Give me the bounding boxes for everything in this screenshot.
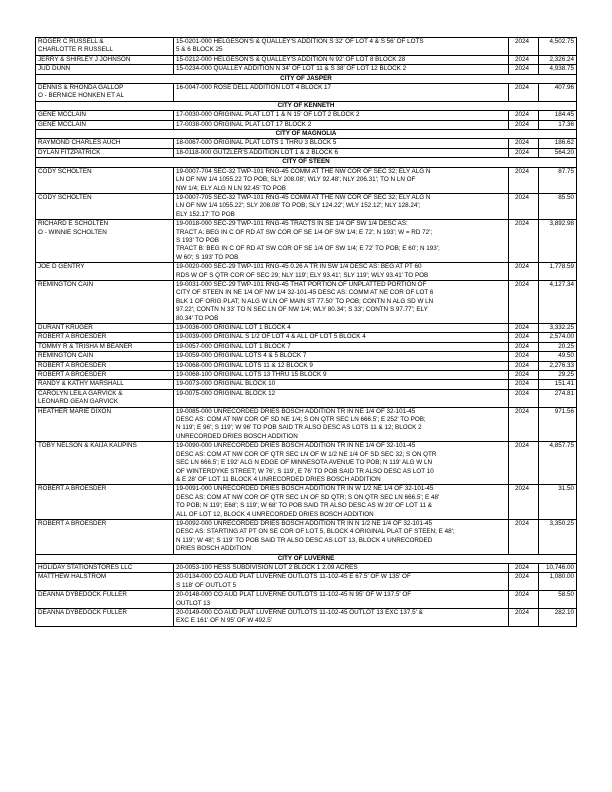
table-row	[36, 167, 577, 193]
year-cell: 2024	[509, 167, 539, 193]
description-cell: 20-0149-000 CO AUD PLAT LUVERNE OUTLOTS 11-102-45 OUTLOT 13 EXC 137.5' & EXC E 161' OF N 95' OF W 492.5'	[174, 609, 509, 627]
table-row	[36, 111, 577, 120]
year-cell: 2024	[509, 352, 539, 361]
description-cell: 20-0134-000 CO AUD PLAT LUVERNE OUTLOTS 11-102-45 E 67.5' OF W 135' OF S 118' OF OUTLOT 5	[174, 573, 509, 591]
year-cell: 2024	[509, 573, 539, 591]
year-cell: 2024	[509, 371, 539, 380]
description-cell: 19-0007-705 SEC-32 TWP-101 RNG-45 COMM AT THE NW COR OF SEC 32; ELY ALG N LN OF NW 1/4 1055.22'; SLY 208.08' TO POB; SLY 124.22'; WLY 152.12'; NLY 128.24'; ELY 152.17' TO POB	[174, 193, 509, 219]
description-cell: 15-0201-000 HELGESON'S & QUALLEY'S ADDITION S 32' OF LOT 4 & S 56' OF LOTS 5 & 6 BLOCK 25	[174, 38, 509, 56]
year-cell: 2024	[509, 389, 539, 407]
description-cell: 19-0090-000 UNRECORDED DRIES BOSCH ADDITION TR IN NE 1/4 OF 32-101-45 DESC AS: COM AT NW COR OF QTR SEC LN OF W 1/2 NE 1/4 OF SD SEC 32; S ON QTR SEC LN 666.5'; E 192' ALG N EDGE OF MINNESOTA AVENUE TO POB; N 119' ALG W LN OF WINTERDYKE STREET; W 76', S 119', E 76' TO POB SAID TR ALSO DESC AS LOT 10 & E 28' OF LOT 11 BLOCK 4 UNRECORDED DRIES BOSCH ADDITION	[174, 442, 509, 485]
amount-cell: 564.20	[539, 148, 577, 157]
year-cell: 2024	[509, 38, 539, 56]
table-row	[36, 361, 577, 370]
owner-cell: ROGER C RUSSELL & CHARLOTTE R RUSSELL	[36, 38, 174, 56]
table-row	[36, 193, 577, 219]
section-title: CITY OF JASPER	[36, 74, 577, 83]
owner-cell: REMINGTON CAIN	[36, 352, 174, 361]
description-cell: 20-0148-000 CO AUD PLAT LUVERNE OUTLOTS 11-102-45 N 95' OF W 137.5' OF OUTLOT 13	[174, 591, 509, 609]
table-row	[36, 352, 577, 361]
owner-cell: JOE D GENTRY	[36, 263, 174, 281]
section-title: CITY OF MAGNOLIA	[36, 130, 577, 139]
section-header	[36, 158, 577, 167]
amount-cell: 85.50	[539, 193, 577, 219]
year-cell: 2024	[509, 324, 539, 333]
amount-cell: 3,332.25	[539, 324, 577, 333]
table-row	[36, 519, 577, 554]
amount-cell: 1,080.00	[539, 573, 577, 591]
table-row	[36, 120, 577, 129]
year-cell: 2024	[509, 84, 539, 102]
year-cell: 2024	[509, 563, 539, 572]
year-cell: 2024	[509, 361, 539, 370]
year-cell: 2024	[509, 609, 539, 627]
section-header	[36, 101, 577, 110]
amount-cell: 10,746.00	[539, 563, 577, 572]
description-cell: 19-0018-000 SEC-29 TWP-101 RNG-45 TRACTS IN SE 1/4 OF SW 1/4 DESC AS: TRACT A: BEG IN C OF RD AT SW COR OF SE 1/4 OF SW 1/4; E 72'; N 193'; W = RD 72'; S 193' TO POB TRACT B: BEG IN C OF RD AT SW COR OF SE 1/4 OF SW 1/4; E 72' TO POB; E 60'; N 193'; W 60'; S 193' TO POB	[174, 220, 509, 263]
amount-cell: 4,502.75	[539, 38, 577, 56]
year-cell: 2024	[509, 148, 539, 157]
description-cell: 15-0234-000 QUALLEY ADDITION N 34' OF LOT 11 & S 38' OF LOT 12 BLOCK 2	[174, 65, 509, 74]
description-cell: 19-0085-000 UNRECORDED DRIES BOSCH ADDITION TR IN NE 1/4 OF 32-101-45 DESC AS: COM AT NW COR OF SD NE 1/4; S ON QTR SEC LN 666.5'; E 252' TO POB; N 119'; E 96'; S 119'; W 96' TO POB SAID TR ALSO DESC AS LOTS 11 & 12; BLOCK 2 UNRECORDED DRIES BOSCH ADDITION	[174, 407, 509, 442]
description-cell: 19-0031-000 SEC-29 TWP-101 RNG-45 THAT PORTION OF UNPLATTED PORTION OF CITY OF STEEN IN NE 1/4 OF NW 1/4 32-101-45 DESC AS: COMM AT NE COR OF LOT 6 BLK 1 OF ORIG PLAT; N ALG W LN OF MAIN ST 77.50' TO POB; CONTN N ALG SD W LN 97.22'; CONTN N 33' TO N SEC LN OF NW 1/4; WLY 80.34'; S 33'; CONTN S 97.77'; ELY 80.34' TO POB	[174, 280, 509, 323]
table-row	[36, 407, 577, 442]
table-row	[36, 591, 577, 609]
owner-cell: ROBERT A BROESDER	[36, 361, 174, 370]
amount-cell: 4,938.75	[539, 65, 577, 74]
amount-cell: 4,127.34	[539, 280, 577, 323]
table-row	[36, 38, 577, 56]
amount-cell: 20.25	[539, 342, 577, 351]
amount-cell: 87.75	[539, 167, 577, 193]
table-row	[36, 371, 577, 380]
year-cell: 2024	[509, 519, 539, 554]
table-row	[36, 148, 577, 157]
section-header	[36, 130, 577, 139]
table-row	[36, 324, 577, 333]
amount-cell: 31.50	[539, 485, 577, 520]
owner-cell: RICHARD E SCHOLTEN O - WINNIE SCHOLTEN	[36, 220, 174, 263]
table-row	[36, 380, 577, 389]
owner-cell: CODY SCHOLTEN	[36, 167, 174, 193]
table-row	[36, 442, 577, 485]
description-cell: 20-0053-100 HESS SUBDIVISION LOT 2 BLOCK 1 2.09 ACRES	[174, 563, 509, 572]
description-cell: 19-0068-000 ORIGINAL LOTS 11 & 12 BLOCK 9	[174, 361, 509, 370]
owner-cell: GENE MCCLAIN	[36, 120, 174, 129]
description-cell: 17-0038-000 ORIGINAL PLAT LOT 17 BLOCK 2	[174, 120, 509, 129]
year-cell: 2024	[509, 342, 539, 351]
year-cell: 2024	[509, 407, 539, 442]
description-cell: 19-0059-000 ORIGINAL LOTS 4 & 5 BLOCK 7	[174, 352, 509, 361]
owner-cell: HEATHER MARIE DIXON	[36, 407, 174, 442]
table-row	[36, 55, 577, 64]
description-cell: 17-0030-000 ORIGINAL PLAT LOT 1 & N 15' OF LOT 2 BLOCK 2	[174, 111, 509, 120]
description-cell: 15-0212-000 HELGESON'S & QUALLEY'S ADDITION N 92' OF LOT 8 BLOCK 28	[174, 55, 509, 64]
year-cell: 2024	[509, 111, 539, 120]
amount-cell: 407.96	[539, 84, 577, 102]
amount-cell: 29.25	[539, 371, 577, 380]
owner-cell: ROBERT A BROESDER	[36, 519, 174, 554]
year-cell: 2024	[509, 280, 539, 323]
owner-cell: CAROLYN LEILA GARVICK & LEONARD GEAN GARVICK	[36, 389, 174, 407]
table-row	[36, 280, 577, 323]
owner-cell: HOLIDAY STATIONSTORES LLC	[36, 563, 174, 572]
year-cell: 2024	[509, 333, 539, 342]
table-row	[36, 65, 577, 74]
owner-cell: GENE MCCLAIN	[36, 111, 174, 120]
table-row	[36, 573, 577, 591]
year-cell: 2024	[509, 193, 539, 219]
amount-cell: 2,276.33	[539, 361, 577, 370]
amount-cell: 151.41	[539, 380, 577, 389]
year-cell: 2024	[509, 591, 539, 609]
description-cell: 19-0068-100 ORIGINAL LOTS 13 THRU 15 BLOCK 9	[174, 371, 509, 380]
amount-cell: 1,778.59	[539, 263, 577, 281]
owner-cell: RANDY & KATHY MARSHALL	[36, 380, 174, 389]
amount-cell: 274.81	[539, 389, 577, 407]
amount-cell: 184.45	[539, 111, 577, 120]
owner-cell: ROBERT A BROESDER	[36, 485, 174, 520]
table-row	[36, 84, 577, 102]
amount-cell: 3,350.25	[539, 519, 577, 554]
section-title: CITY OF LUVERNE	[36, 554, 577, 563]
year-cell: 2024	[509, 442, 539, 485]
owner-cell: ROBERT A BROESDER	[36, 333, 174, 342]
year-cell: 2024	[509, 139, 539, 148]
section-title: CITY OF STEEN	[36, 158, 577, 167]
owner-cell: RAYMOND CHARLES AUCH	[36, 139, 174, 148]
description-cell: 19-0039-000 ORIGINAL S 1/2 OF LOT 4 & ALL OF LOT 5 BLOCK 4	[174, 333, 509, 342]
amount-cell: 2,326.24	[539, 55, 577, 64]
owner-cell: ROBERT A BROESDER	[36, 371, 174, 380]
year-cell: 2024	[509, 263, 539, 281]
year-cell: 2024	[509, 485, 539, 520]
description-cell: 19-0091-000 UNRECORDED DRIES BOSCH ADDITION TR IN W 1/2 NE 1/4 OF 32-101-45 DESC AS: COM AT NW COR OF QTR SEC LN OF SD QTR; S ON QTR SEC LN 666.5'; E 48' TO POB; N 119'; E68'; S 119'; W 68' TO POB SAID TR ALSO DESC AS W 20' OF LOT 11 & ALL OF LOT 12, BLOCK 4 UNRECORDED DRIES BOSCH ADDITION	[174, 485, 509, 520]
amount-cell: 17.36	[539, 120, 577, 129]
tax-list-document	[35, 37, 576, 627]
amount-cell: 971.56	[539, 407, 577, 442]
owner-cell: DURANT KRUGER	[36, 324, 174, 333]
owner-cell: JERRY & SHIRLEY J JOHNSON	[36, 55, 174, 64]
table-row	[36, 220, 577, 263]
table-row	[36, 485, 577, 520]
amount-cell: 3,892.98	[539, 220, 577, 263]
description-cell: 19-0036-000 ORIGINAL LOT 1 BLOCK 4	[174, 324, 509, 333]
section-title: CITY OF KENNETH	[36, 101, 577, 110]
owner-cell: REMINGTON CAIN	[36, 280, 174, 323]
owner-cell: DYLAN FITZPATRICK	[36, 148, 174, 157]
owner-cell: JUD DUNN	[36, 65, 174, 74]
amount-cell: 4,857.75	[539, 442, 577, 485]
table-row	[36, 139, 577, 148]
description-cell: 19-0075-000 ORIGINAL BLOCK 12	[174, 389, 509, 407]
description-cell: 18-0118-000 GUTZLER'S ADDITION LOT 1 & 2 BLOCK 6	[174, 148, 509, 157]
table-row	[36, 389, 577, 407]
year-cell: 2024	[509, 380, 539, 389]
owner-cell: DEANNA DYBEDOCK FULLER	[36, 609, 174, 627]
description-cell: 18-0067-000 ORIGINAL PLAT LOTS 1 THRU 3 BLOCK 5	[174, 139, 509, 148]
delinquent-tax-table	[35, 37, 577, 627]
section-header	[36, 74, 577, 83]
owner-cell: CODY SCHOLTEN	[36, 193, 174, 219]
owner-cell: TOMMY R & TRISHA M BEANER	[36, 342, 174, 351]
owner-cell: MATTHEW HALSTROM	[36, 573, 174, 591]
description-cell: 19-0092-000 UNRECORDED DRIES BOSCH ADDITION TR IN N 1/2 NE 1/4 OF 32-101-45 DESC AS: STARTING AT PT ON SE COR OF LOT 5, BLOCK 4 ORIGINAL PLAT OF STEEN; E 48'; N 119'; W 48'; S 119' TO POB SAID TR ALSO DESC AS LOT 13, BLOCK 4 UNRECORDED DRIES BOSCH ADDITION	[174, 519, 509, 554]
description-cell: 19-0020-000 SEC-29 TWP-101 RNG-45 0.26 A TR IN SW 1/4 DESC AS: BEG AT PT 60 RDS W OF S QTR COR OF SEC 29; NLY 119'; ELY 93.41'; SLY 119'; WLY 93.41' TO POB	[174, 263, 509, 281]
section-header	[36, 554, 577, 563]
amount-cell: 2,574.00	[539, 333, 577, 342]
year-cell: 2024	[509, 220, 539, 263]
owner-cell: DEANNA DYBEDOCK FULLER	[36, 591, 174, 609]
year-cell: 2024	[509, 55, 539, 64]
amount-cell: 282.10	[539, 609, 577, 627]
owner-cell: DENNIS & RHONDA GALLOP O - BERNICE HONKEN ET AL	[36, 84, 174, 102]
table-row	[36, 342, 577, 351]
description-cell: 16-0047-000 ROSE DELL ADDITION LOT 4 BLOCK 17	[174, 84, 509, 102]
year-cell: 2024	[509, 65, 539, 74]
description-cell: 19-0007-704 SEC-32 TWP-101 RNG-45 COMM AT THE NW COR OF SEC 32; ELY ALG N LN OF NW 1/4 1055.22 TO POB; SLY 208.08'; WLY 92.48'; NLY 206.31'; TO N LN OF NW 1/4; ELY ALG N LN 92.45' TO POB	[174, 167, 509, 193]
description-cell: 19-0073-000 ORIGINAL BLOCK 10	[174, 380, 509, 389]
table-row	[36, 263, 577, 281]
description-cell: 19-0057-000 ORIGINAL LOT 1 BLOCK 7	[174, 342, 509, 351]
amount-cell: 58.50	[539, 591, 577, 609]
owner-cell: TOBY NELSON & KAIJA KAUPINS	[36, 442, 174, 485]
year-cell: 2024	[509, 120, 539, 129]
table-row	[36, 333, 577, 342]
table-row	[36, 609, 577, 627]
table-row	[36, 563, 577, 572]
amount-cell: 186.62	[539, 139, 577, 148]
amount-cell: 49.50	[539, 352, 577, 361]
